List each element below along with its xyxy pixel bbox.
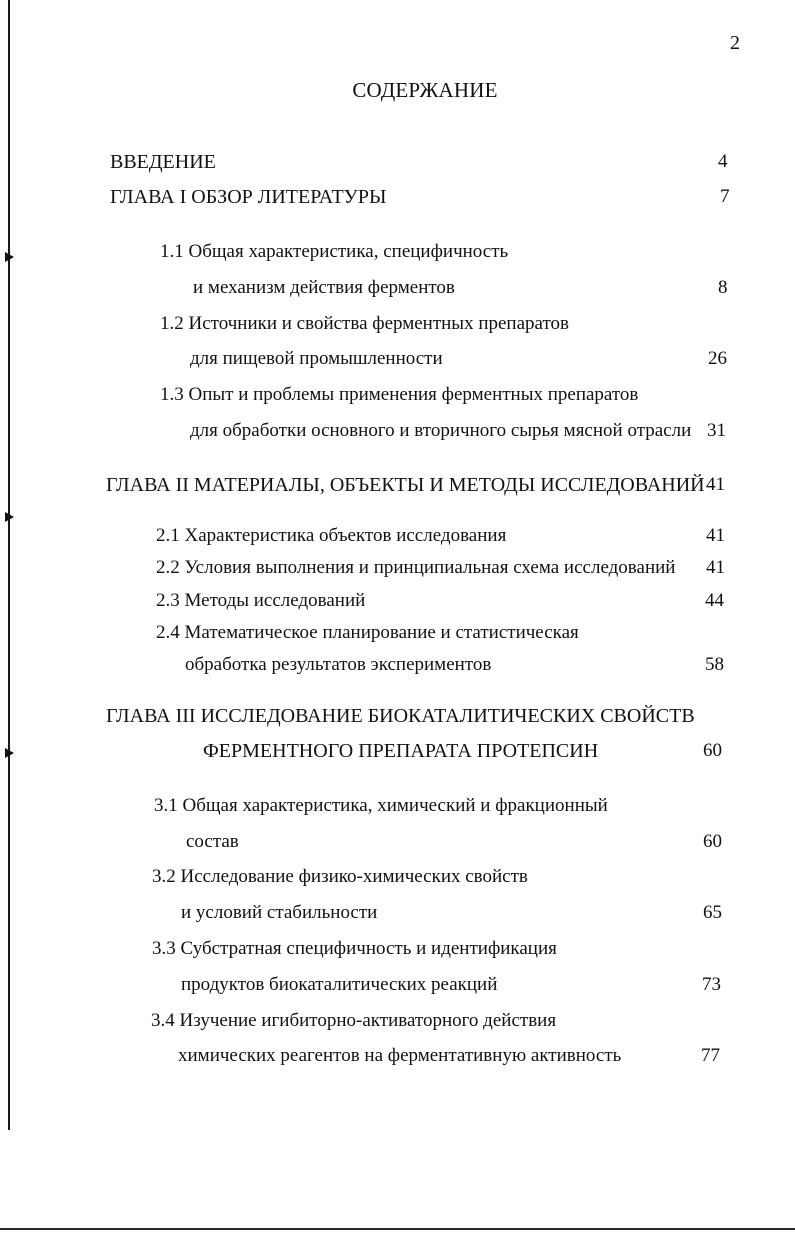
toc-page-1-2: 26 [708, 348, 727, 369]
toc-entry-2-4: 2.4 Математическое планирование и статистическая [156, 622, 579, 643]
scan-edge-left [8, 0, 10, 1130]
toc-entry-1-3-cont: для обработки основного и вторичного сырья мясной отрасли [190, 420, 692, 441]
toc-entry-2-3: 2.3 Методы исследований [156, 590, 366, 611]
toc-entry-1-3: 1.3 Опыт и проблемы применения ферментных препаратов [160, 384, 639, 405]
toc-entry-3-1: 3.1 Общая характеристика, химический и фракционный [154, 795, 608, 816]
toc-page-chapter-1: 7 [720, 186, 730, 207]
toc-entry-3-4-cont: химических реагентов на ферментативную активность [178, 1045, 622, 1066]
toc-entry-3-2-cont: и условий стабильности [181, 902, 378, 923]
toc-entry-2-4-cont: обработка результатов экспериментов [185, 654, 492, 675]
toc-entry-intro: ВВЕДЕНИЕ [110, 151, 216, 173]
toc-entry-1-2: 1.2 Источники и свойства ферментных препаратов [160, 313, 569, 334]
toc-page-2-4: 58 [705, 654, 724, 675]
scan-mark-icon [5, 748, 14, 758]
scan-edge-bottom [0, 1228, 795, 1230]
toc-page-chapter-3: 60 [703, 740, 722, 761]
toc-entry-1-1-cont: и механизм действия ферментов [193, 277, 455, 298]
toc-page-2-3: 44 [705, 590, 724, 611]
toc-page-3-1: 60 [703, 831, 722, 852]
scan-mark-icon [5, 512, 14, 522]
toc-page-3-4: 77 [701, 1045, 720, 1066]
toc-page-3-2: 65 [703, 902, 722, 923]
toc-entry-1-2-cont: для пищевой промышленности [190, 348, 443, 369]
toc-entry-3-4: 3.4 Изучение игибиторно-активаторного действия [151, 1010, 557, 1031]
toc-entry-3-2: 3.2 Исследование физико-химических свойств [152, 866, 528, 887]
toc-entry-chapter-3-cont: ФЕРМЕНТНОГО ПРЕПАРАТА ПРОТЕПСИН [203, 740, 599, 762]
toc-entry-2-2: 2.2 Условия выполнения и принципиальная схема исследований [156, 557, 676, 578]
toc-entry-chapter-1: ГЛАВА I ОБЗОР ЛИТЕРАТУРЫ [110, 186, 387, 208]
toc-entry-3-3-cont: продуктов биокаталитических реакций [181, 974, 498, 995]
toc-page-3-3: 73 [702, 974, 721, 995]
toc-page-intro: 4 [718, 151, 728, 172]
toc-page-1-1: 8 [718, 277, 728, 298]
toc-entry-chapter-2: ГЛАВА II МАТЕРИАЛЫ, ОБЪЕКТЫ И МЕТОДЫ ИССЛЕДОВАНИЙ [106, 474, 705, 496]
scan-mark-icon [5, 252, 14, 262]
toc-page-2-2: 41 [706, 557, 725, 578]
toc-page-2-1: 41 [706, 525, 725, 546]
page-number: 2 [730, 32, 740, 54]
toc-entry-1-1: 1.1 Общая характеристика, специфичность [160, 241, 509, 262]
toc-entry-chapter-3: ГЛАВА III ИССЛЕДОВАНИЕ БИОКАТАЛИТИЧЕСКИХ СВОЙСТВ [106, 705, 695, 727]
toc-page-1-3: 31 [707, 420, 726, 441]
toc-page-chapter-2: 41 [706, 474, 725, 495]
toc-entry-2-1: 2.1 Характеристика объектов исследования [156, 525, 507, 546]
page-title: СОДЕРЖАНИЕ [352, 78, 498, 102]
toc-entry-3-1-cont: состав [186, 831, 239, 852]
toc-entry-3-3: 3.3 Субстратная специфичность и идентификация [152, 938, 557, 959]
